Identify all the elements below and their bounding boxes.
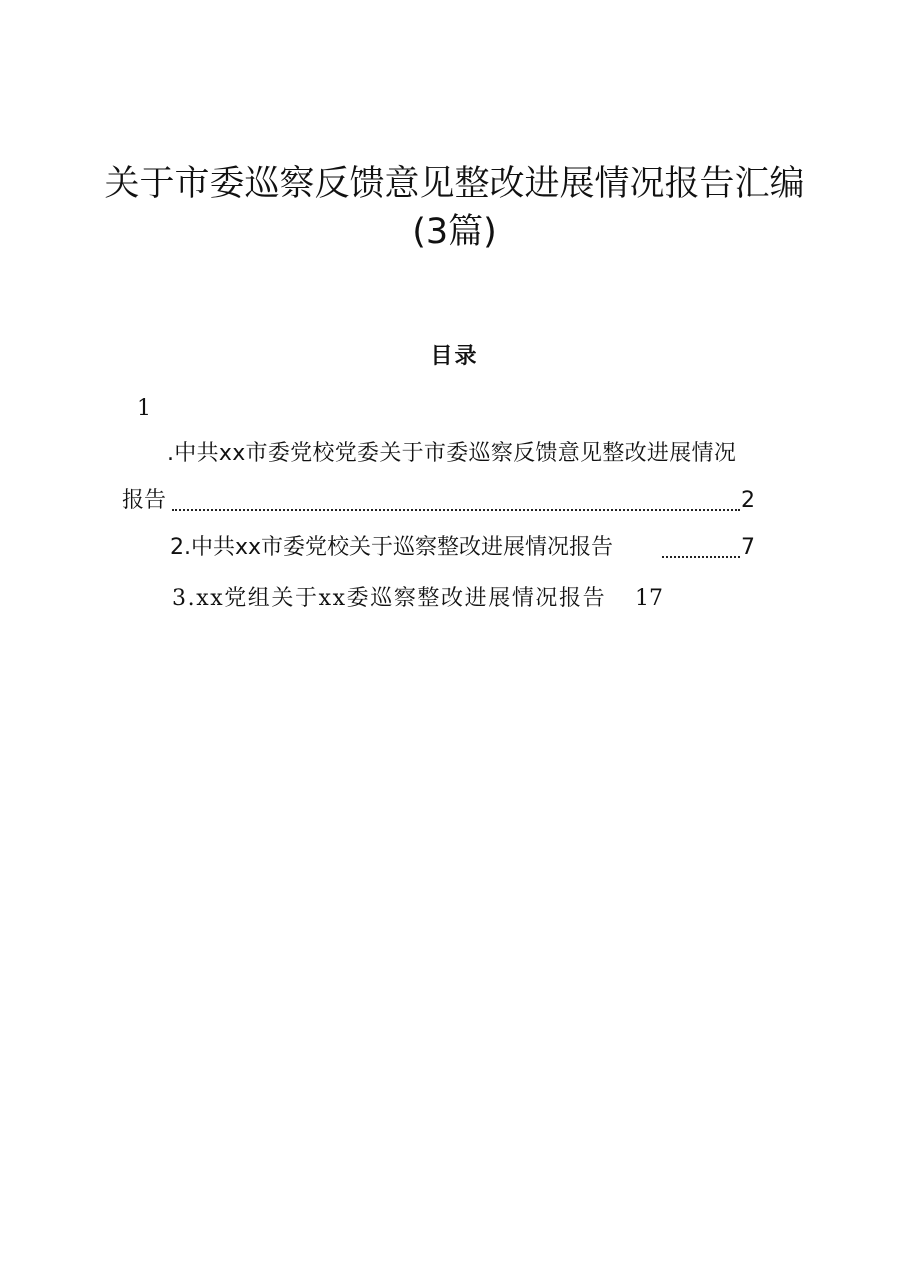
toc-entry-3-page: 17 xyxy=(635,586,663,611)
toc-entry-1-number: 1 xyxy=(137,396,151,421)
toc-entry-2-page: 7 xyxy=(741,535,755,560)
toc-entry-1-page: 2 xyxy=(741,488,755,513)
toc-entry-1-dot-leader xyxy=(172,509,740,511)
toc-entry-1-title[interactable]: .中共xx市委党校党委关于市委巡察反馈意见整改进展情况 xyxy=(167,441,737,466)
toc-entry-1-title-continued[interactable]: 报告 xyxy=(122,488,167,513)
document-title-line-2: (3篇) xyxy=(412,212,497,252)
toc-entry-2-dot-leader xyxy=(662,556,740,558)
document-title-line-1: 关于市委巡察反馈意见整改进展情况报告汇编 xyxy=(104,164,805,204)
toc-entry-2-title[interactable]: 2.中共xx市委党校关于巡察整改进展情况报告 xyxy=(170,535,614,560)
toc-entry-3-title[interactable]: 3.xx党组关于xx委巡察整改进展情况报告 xyxy=(172,586,607,611)
toc-heading: 目录 xyxy=(430,344,479,369)
